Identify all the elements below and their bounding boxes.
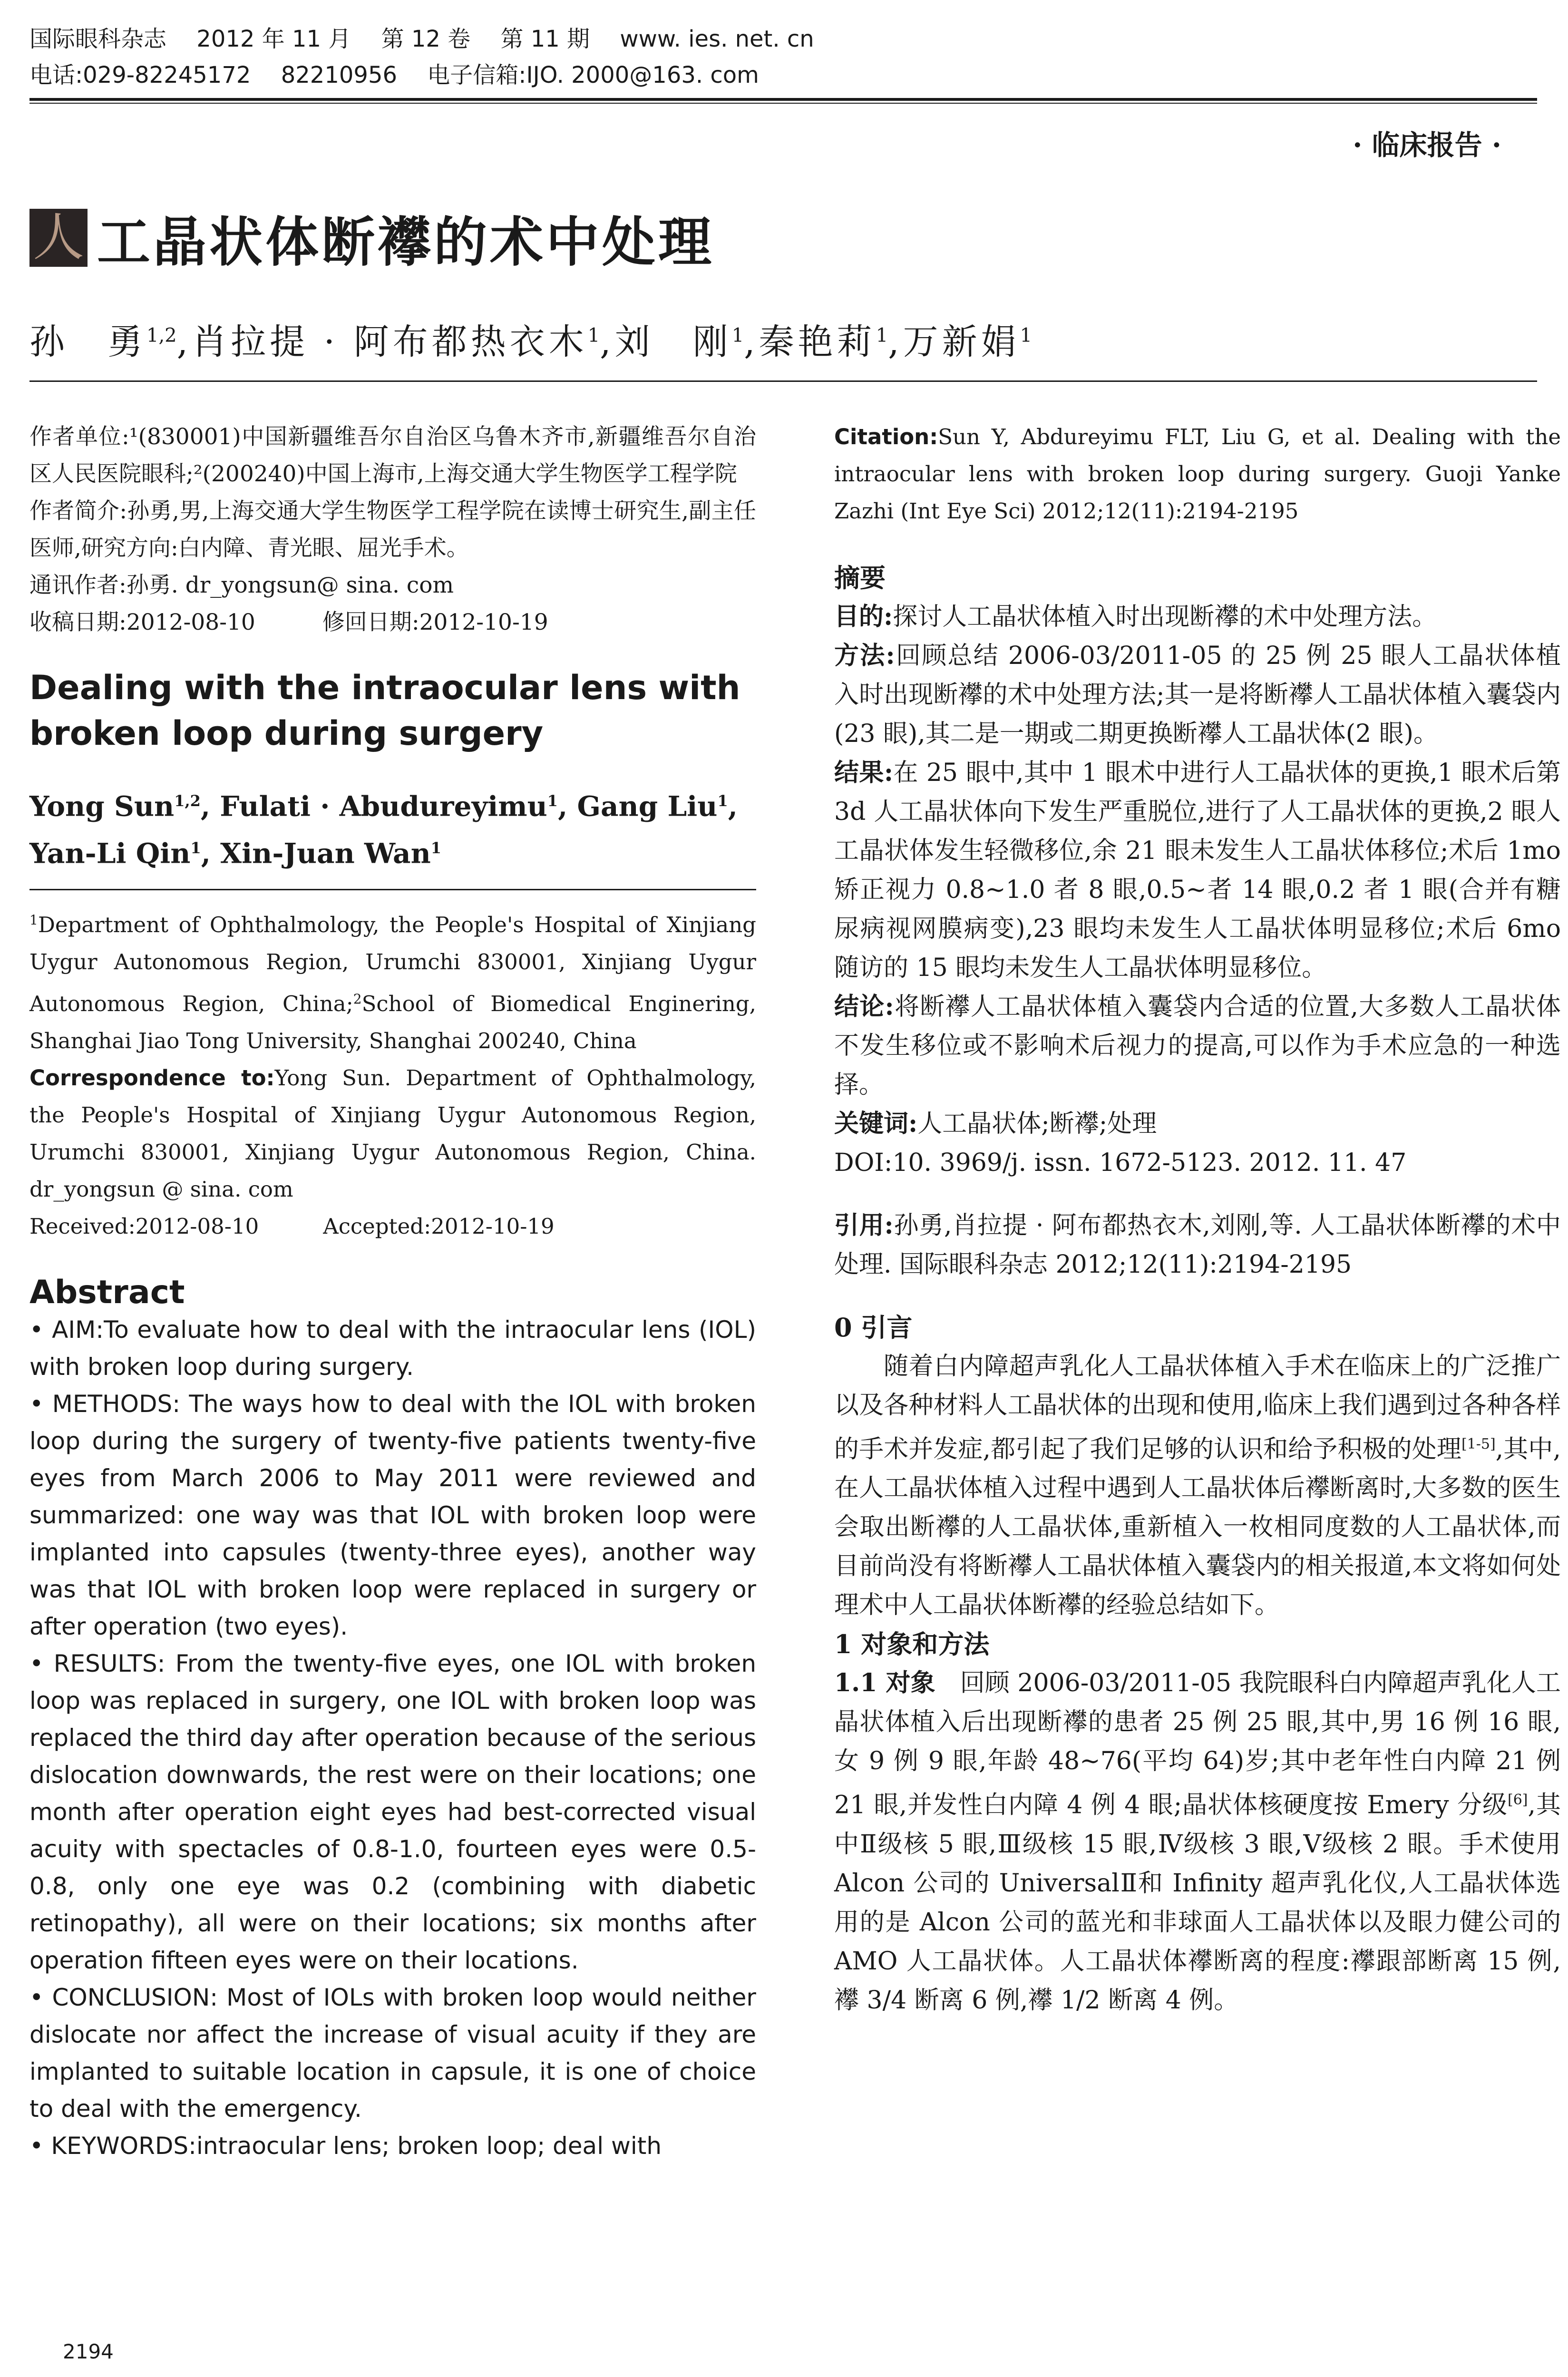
journal-website: www. ies. net. cn xyxy=(620,26,814,52)
author-bio-cn: 作者简介:孙勇,男,上海交通大学生物医学工程学院在读博士研究生,副主任医师,研究方向:白内障、青光眼、屈光手术。 xyxy=(29,498,756,561)
correspondence-en xyxy=(29,1060,756,1208)
abstract-methods xyxy=(29,1385,756,1645)
results-text-cn: 在 25 眼中,其中 1 眼术中进行人工晶状体的更换,1 眼术后第 3d 人工晶状体向下发生严重脱位,进行了人工晶状体的更换,2 眼人工晶状体发生轻微移位,余 21 眼未发生人工晶状体移位;术后 1mo 矫正视力 0.8~1.0 者 8 眼,0.5~者 14 眼,0.2 者 1 眼(合并有糖尿病视网膜病变),23 眼均未发生人工晶状体明显移位;术后 6mo 随访的 15 眼均未发生人工晶状体明显移位。 xyxy=(834,759,1561,982)
english-title: Dealing with the intraocular lens with broken loop during surgery xyxy=(29,668,740,753)
abstract-results xyxy=(29,1645,756,1979)
aim-label: • AIM: xyxy=(29,1315,104,1344)
conclusion-text-cn: 将断襻人工晶状体植入囊袋内合适的位置,大多数人工晶状体不发生移位或不影响术后视力的提高,可以作为手术应急的一种选择。 xyxy=(834,993,1561,1099)
header-rule xyxy=(29,98,1537,101)
author-name-en: Yong Sun xyxy=(29,790,175,823)
objects-citation: [6] xyxy=(1508,1792,1528,1809)
methods-label: • METHODS: xyxy=(29,1390,181,1418)
aim-text-cn: 探讨人工晶状体植入时出现断襻的术中处理方法。 xyxy=(893,603,1437,631)
abstract-conclusion-cn xyxy=(834,987,1561,1104)
author-affil-mark: 1 xyxy=(876,324,888,347)
affil-mark: 2 xyxy=(353,991,362,1007)
results-label-cn: 结果: xyxy=(834,758,894,787)
keywords-text-cn: 人工晶状体;断襻;处理 xyxy=(917,1110,1157,1138)
authors-en xyxy=(29,780,756,875)
dates-cn: 收稿日期:2012-08-10 修回日期:2012-10-19 xyxy=(29,609,548,635)
intro-citation: [1-5] xyxy=(1461,1436,1496,1452)
results-label: • RESULTS: xyxy=(29,1649,166,1677)
objects-text-a: 回顾 2006-03/2011-05 我院眼科白内障超声乳化人工晶状体植入后出现断襻的患者 25 例 25 眼,其中,男 16 例 16 眼,女 9 例 9 眼,年龄 48~76(平均 64)岁;其中老年性白内障 21 例 21 眼,并发性白内障 4 例 4 眼;晶状体核硬度按 Emery 分级 xyxy=(834,1669,1561,1820)
intro-text-a: 随着白内障超声乳化人工晶状体植入手术在临床上的广泛推广以及各种材料人工晶状体的出现和使用,临床上我们遇到过各种各样的手术并发症,都引起了我们足够的认识和给予积极的处理 xyxy=(834,1352,1561,1464)
methods-heading: 1 对象和方法 xyxy=(834,1629,990,1660)
doi: DOI:10. 3969/j. issn. 1672-5123. 2012. 11. 47 xyxy=(834,1149,1407,1177)
author-name-en: , Gang Liu xyxy=(558,790,718,823)
author-name: 孙 勇 xyxy=(29,321,146,362)
journal-header xyxy=(29,21,1537,93)
intro-paragraph xyxy=(834,1347,1561,1625)
conclusion-label-cn: 结论: xyxy=(834,992,894,1021)
objects-paragraph xyxy=(834,1664,1561,2019)
abstract-methods-cn xyxy=(834,636,1561,753)
abstract-aim-cn xyxy=(834,597,1561,636)
phone-2: 82210956 xyxy=(281,62,398,88)
title-initial-char: 人 xyxy=(32,208,84,267)
affiliation-cn: 作者单位:¹(830001)中国新疆维吾尔自治区乌鲁木齐市,新疆维吾尔自治区人民医院眼科;²(200240)中国上海市,上海交通大学生物医学工程学院 xyxy=(29,424,756,487)
header-line-2 xyxy=(29,57,1537,93)
email: 电子信箱:IJO. 2000@163. com xyxy=(427,62,759,88)
keywords-label: • KEYWORDS: xyxy=(29,2132,196,2160)
abstract-keywords-cn xyxy=(834,1104,1561,1143)
aim-text: To evaluate how to deal with the intraocular lens (IOL) with broken loop during surgery. xyxy=(29,1315,756,1381)
aim-label-cn: 目的: xyxy=(834,602,893,631)
authors-rule xyxy=(29,380,1537,382)
author-name: ,肖拉提 · 阿布都热衣木 xyxy=(176,321,588,362)
phone: 电话:029-82245172 xyxy=(29,62,251,88)
abstract-keywords xyxy=(29,2127,756,2164)
correspondence-text: Yong Sun. Department of Ophthalmology, the People's Hospital of Xinjiang Uygur Autonomous Region, Urumchi 830001, Xinjiang Uygur Autonomous Region, China. dr_yongsun @ sina. com xyxy=(29,1065,756,1202)
author-affil-mark: 1,2 xyxy=(174,792,201,810)
affiliation-en-1: Department of Ophthalmology, the People's Hospital of Xinjiang Uygur Autonomous Region, Urumchi 830001, Xinjiang Uygur Autonomous Region, China; xyxy=(29,912,756,1016)
author-name: ,万新娟 xyxy=(888,321,1020,362)
affiliation-en-2: School of Biomedical Enginering, Shanghai Jiao Tong University, Shanghai 200240, China xyxy=(29,991,756,1053)
objects-label: 1.1 对象 xyxy=(834,1668,935,1698)
affiliation-en xyxy=(29,902,756,1060)
title-initial-box xyxy=(29,209,88,267)
author-affil-mark: 1 xyxy=(547,792,558,810)
keywords-text: intraocular lens; broken loop; deal with xyxy=(196,2132,662,2160)
abstract-conclusion xyxy=(29,1979,756,2127)
author-info-cn xyxy=(29,419,756,641)
author-name: ,秦艳莉 xyxy=(744,321,876,362)
cite-as xyxy=(834,1206,1561,1284)
author-name-en: , Fulati · Abudureyimu xyxy=(200,790,547,823)
author-name-en: , Xin-Juan Wan xyxy=(201,837,431,870)
header-rule-thin xyxy=(29,103,1537,104)
authors-cn xyxy=(29,314,1032,364)
author-affil-mark: 1 xyxy=(190,839,201,857)
abstract-aim xyxy=(29,1311,756,1385)
correspondence-cn: 通讯作者:孙勇. dr_yongsun@ sina. com xyxy=(29,572,454,598)
methods-text-cn: 回顾总结 2006-03/2011-05 的 25 例 25 眼人工晶状体植入时出现断襻的术中处理方法;其一是将断襻人工晶状体植入囊袋内(23 眼),其二是一期或二期更换断襻人工晶状体(2 眼)。 xyxy=(834,642,1561,748)
correspondence-label: Correspondence to: xyxy=(29,1065,275,1091)
abstract-heading-en: Abstract xyxy=(29,1273,185,1311)
volume: 第 12 卷 xyxy=(381,26,471,52)
author-affil-mark: 1 xyxy=(587,324,600,347)
abstract-heading-cn: 摘要 xyxy=(834,563,886,593)
affil-mark: 1 xyxy=(29,912,38,928)
issue-date: 2012 年 11 月 xyxy=(196,26,351,52)
methods-label-cn: 方法: xyxy=(834,641,895,670)
conclusion-label: • CONCLUSION: xyxy=(29,1983,218,2011)
issue-number: 第 11 期 xyxy=(500,26,590,52)
author-affil-mark: 1,2 xyxy=(146,324,177,347)
received-accepted: Received:2012-08-10 Accepted:2012-10-19 xyxy=(29,1213,555,1239)
header-line-1 xyxy=(29,21,1537,57)
conclusion-text: Most of IOLs with broken loop would neither dislocate nor affect the increase of visual acuity if they are implanted to suitable location in capsule, it is one of choice to deal with the emergency. xyxy=(29,1983,756,2123)
author-affil-mark: 1 xyxy=(1020,324,1032,347)
page-number: 2194 xyxy=(63,2340,114,2363)
results-text: From the twenty-five eyes, one IOL with broken loop was replaced in surgery, one IOL with broken loop was replaced the third day after operation because of the serious dislocation downwards, the rest were on their locations; one month after operation eight eyes had best-corrected visual acuity with spectacles of 0.8-1.0, fourteen eyes were 0.5-0.8, only one eye was 0.2 (combining with diabetic retinopathy), all were on their locations; six months after operation fifteen eyes were on their locations. xyxy=(29,1649,757,1974)
section-label: · 临床报告 · xyxy=(1353,129,1501,161)
citation-text: Sun Y, Abdureyimu FLT, Liu G, et al. Dealing with the intraocular lens with broken loop during surgery. Guoji Yanke Zazhi (Int Eye Sci) 2012;12(11):2194-2195 xyxy=(834,424,1561,524)
citation-label: Citation: xyxy=(834,424,938,449)
author-name: ,刘 刚 xyxy=(600,321,732,362)
right-column xyxy=(834,419,1561,2020)
objects-text-b: ,其中Ⅱ级核 5 眼,Ⅲ级核 15 眼,Ⅳ级核 3 眼,Ⅴ级核 2 眼。手术使用 Alcon 公司的 UniversalⅡ和 Infinity 超声乳化仪,人工晶状体选用的是 Alcon 公司的蓝光和非球面人工晶状体以及眼力健公司的 AMO 人工晶状体。人工晶状体襻断离的程度:襻跟部断离 15 例,襻 3/4 断离 6 例,襻 1/2 断离 4 例。 xyxy=(834,1791,1561,2015)
abstract-results-cn xyxy=(834,753,1561,987)
author-affil-mark: 1 xyxy=(731,324,744,347)
intro-text-b: ,其中,在人工晶状体植入过程中遇到人工晶状体后襻断离时,大多数的医生会取出断襻的人工晶状体,重新植入一枚相同度数的人工晶状体,而目前尚没有将断襻人工晶状体植入囊袋内的相关报道,本文将如何处理术中人工晶状体断襻的经验总结如下。 xyxy=(834,1435,1561,1620)
paper-title: 工晶状体断襻的术中处理 xyxy=(97,211,714,273)
title-block xyxy=(29,205,714,271)
author-affil-mark: 1 xyxy=(717,792,728,810)
keywords-label-cn: 关键词: xyxy=(834,1109,918,1138)
journal-name: 国际眼科杂志 xyxy=(29,26,167,52)
author-affil-mark: 1 xyxy=(430,839,442,857)
cite-text: 孙勇,肖拉提 · 阿布都热衣木,刘刚,等. 人工晶状体断襻的术中处理. 国际眼科杂志 2012;12(11):2194-2195 xyxy=(834,1211,1561,1279)
methods-text: The ways how to deal with the IOL with broken loop during the surgery of twenty-five patients twenty-five eyes from March 2006 to May 2011 were reviewed and summarized: one way was that IOL with broken loop were implanted into capsules (twenty-three eyes), another way was that IOL with broken loop were replaced in surgery or after operation (two eyes). xyxy=(29,1390,756,1640)
author-name-en: , Yan-Li Qin xyxy=(29,790,738,870)
cite-label: 引用: xyxy=(834,1211,894,1240)
intro-heading: 0 引言 xyxy=(834,1312,913,1343)
citation-en xyxy=(834,419,1561,530)
left-column xyxy=(29,419,756,2164)
